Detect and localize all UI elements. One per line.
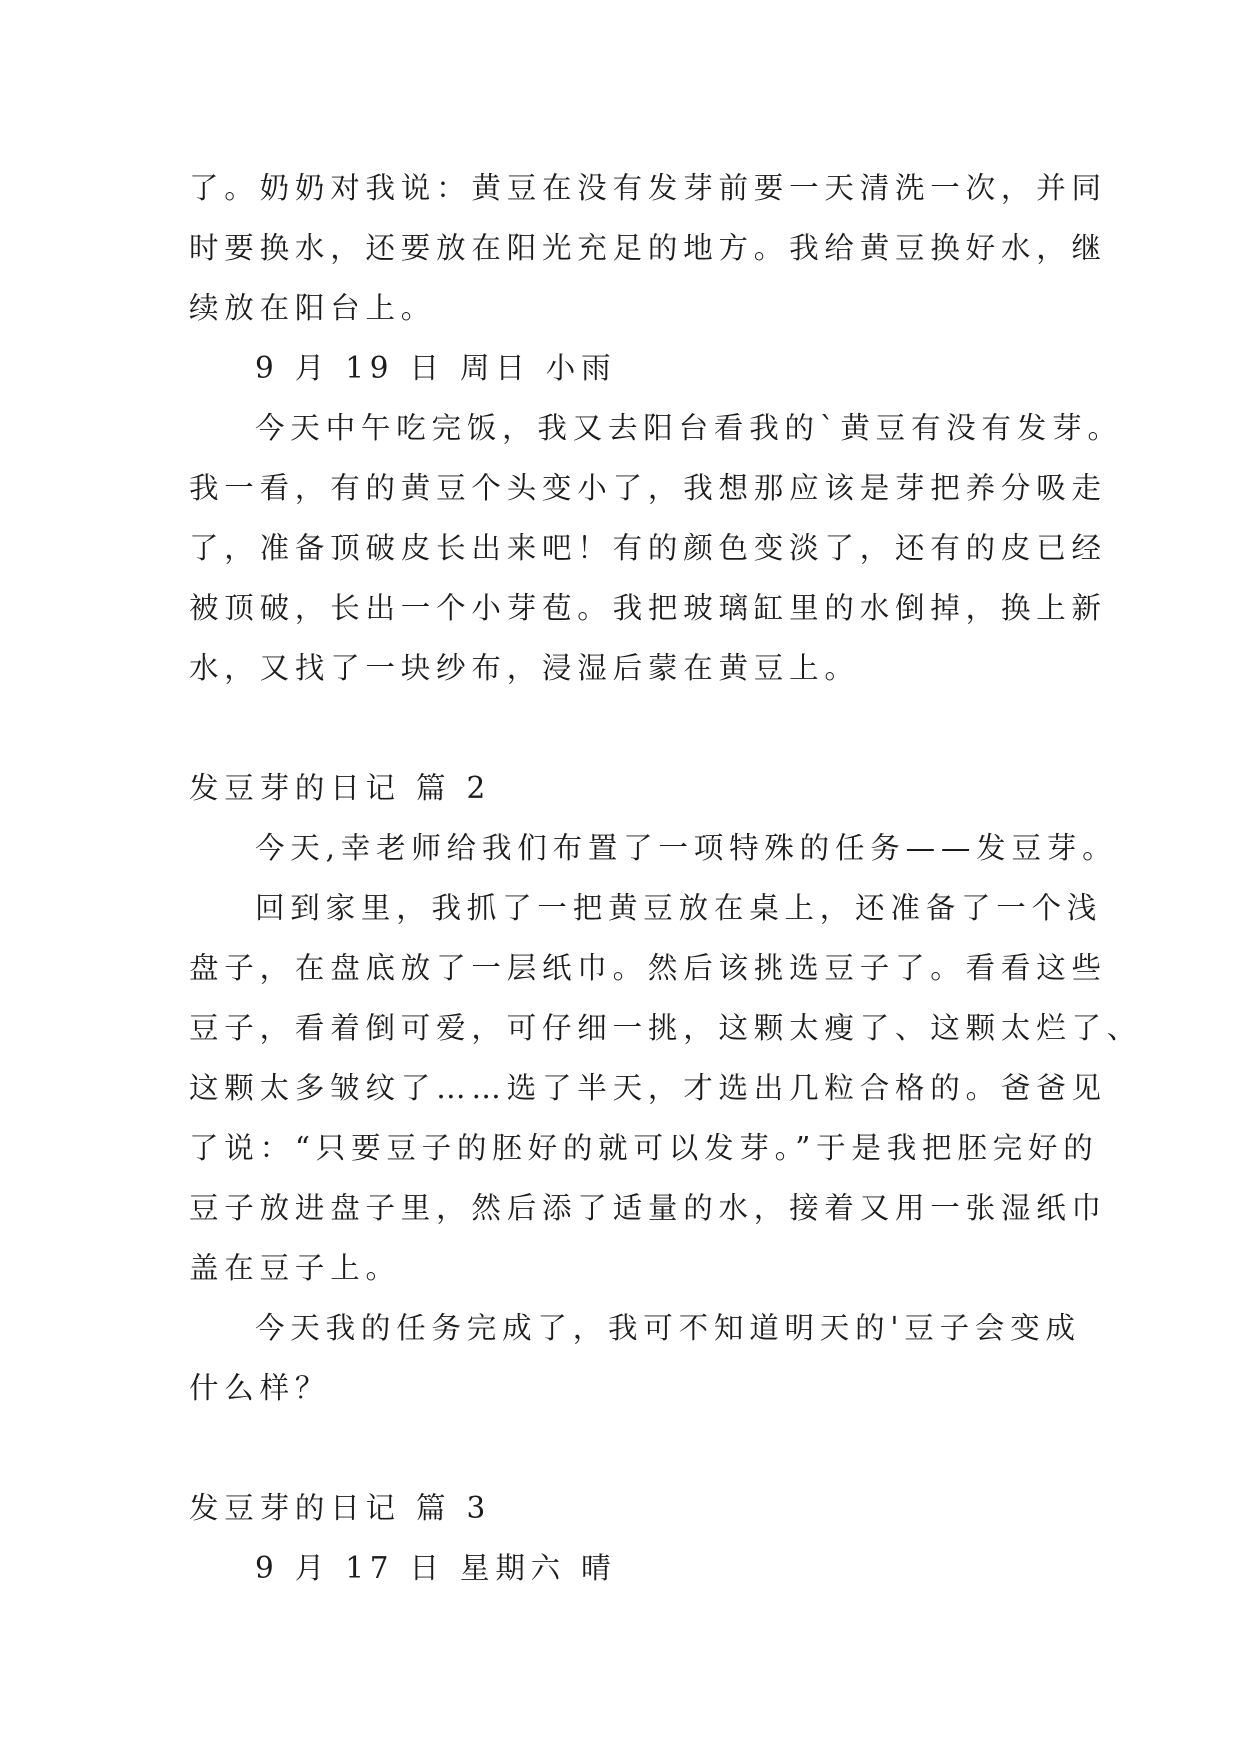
text-line: 今天我的任务完成了，我可不知道明天的'豆子会变成	[255, 1311, 1081, 1345]
text-line: 豆子，看着倒可爱，可仔细一挑，这颗太瘦了、这颗太烂了、	[189, 1011, 1143, 1045]
blank-line	[189, 1418, 1059, 1478]
text-line: 了说：“只要豆子的胚好的就可以发芽。”于是我把胚完好的	[189, 1131, 1099, 1165]
text-line: 这颗太多皱纹了……选了半天，才选出几粒合格的。爸爸见	[189, 1071, 1107, 1105]
text-line: 豆子放进盘子里，然后添了适量的水，接着又用一张湿纸巾	[189, 1191, 1107, 1225]
text-line: 续放在阳台上。	[189, 291, 437, 325]
text-line: 水，又找了一块纱布，浸湿后蒙在黄豆上。	[189, 651, 860, 685]
text-line: 了，准备顶破皮长出来吧！有的颜色变淡了，还有的皮已经	[189, 531, 1107, 565]
text-line: 被顶破，长出一个小芽苞。我把玻璃缸里的水倒掉，换上新	[189, 591, 1107, 625]
text-line: 什么样？	[189, 1371, 331, 1405]
document-body	[189, 158, 1143, 1598]
diary-date: 9 月 19 日 周日 小雨	[255, 351, 617, 385]
text-line: 盘子，在盘底放了一层纸巾。然后该挑选豆子了。看看这些	[189, 951, 1107, 985]
text-line: 今天,幸老师给我们布置了一项特殊的任务——发豆芽。	[255, 831, 1118, 865]
section-heading: 发豆芽的日记 篇 3	[189, 1491, 492, 1525]
text-line: 时要换水，还要放在阳光充足的地方。我给黄豆换好水，继	[189, 231, 1107, 265]
text-line: 今天中午吃完饭，我又去阳台看我的`黄豆有没有发芽。	[255, 411, 1123, 445]
diary-date: 9 月 17 日 星期六 晴	[255, 1551, 617, 1585]
text-line: 回到家里，我抓了一把黄豆放在桌上，还准备了一个浅	[255, 891, 1103, 925]
text-line: 盖在豆子上。	[189, 1251, 401, 1285]
blank-line	[189, 698, 1059, 758]
text-line: 了。奶奶对我说：黄豆在没有发芽前要一天清洗一次，并同	[189, 171, 1107, 205]
section-heading: 发豆芽的日记 篇 2	[189, 771, 492, 805]
text-line: 我一看，有的黄豆个头变小了，我想那应该是芽把养分吸走	[189, 471, 1107, 505]
